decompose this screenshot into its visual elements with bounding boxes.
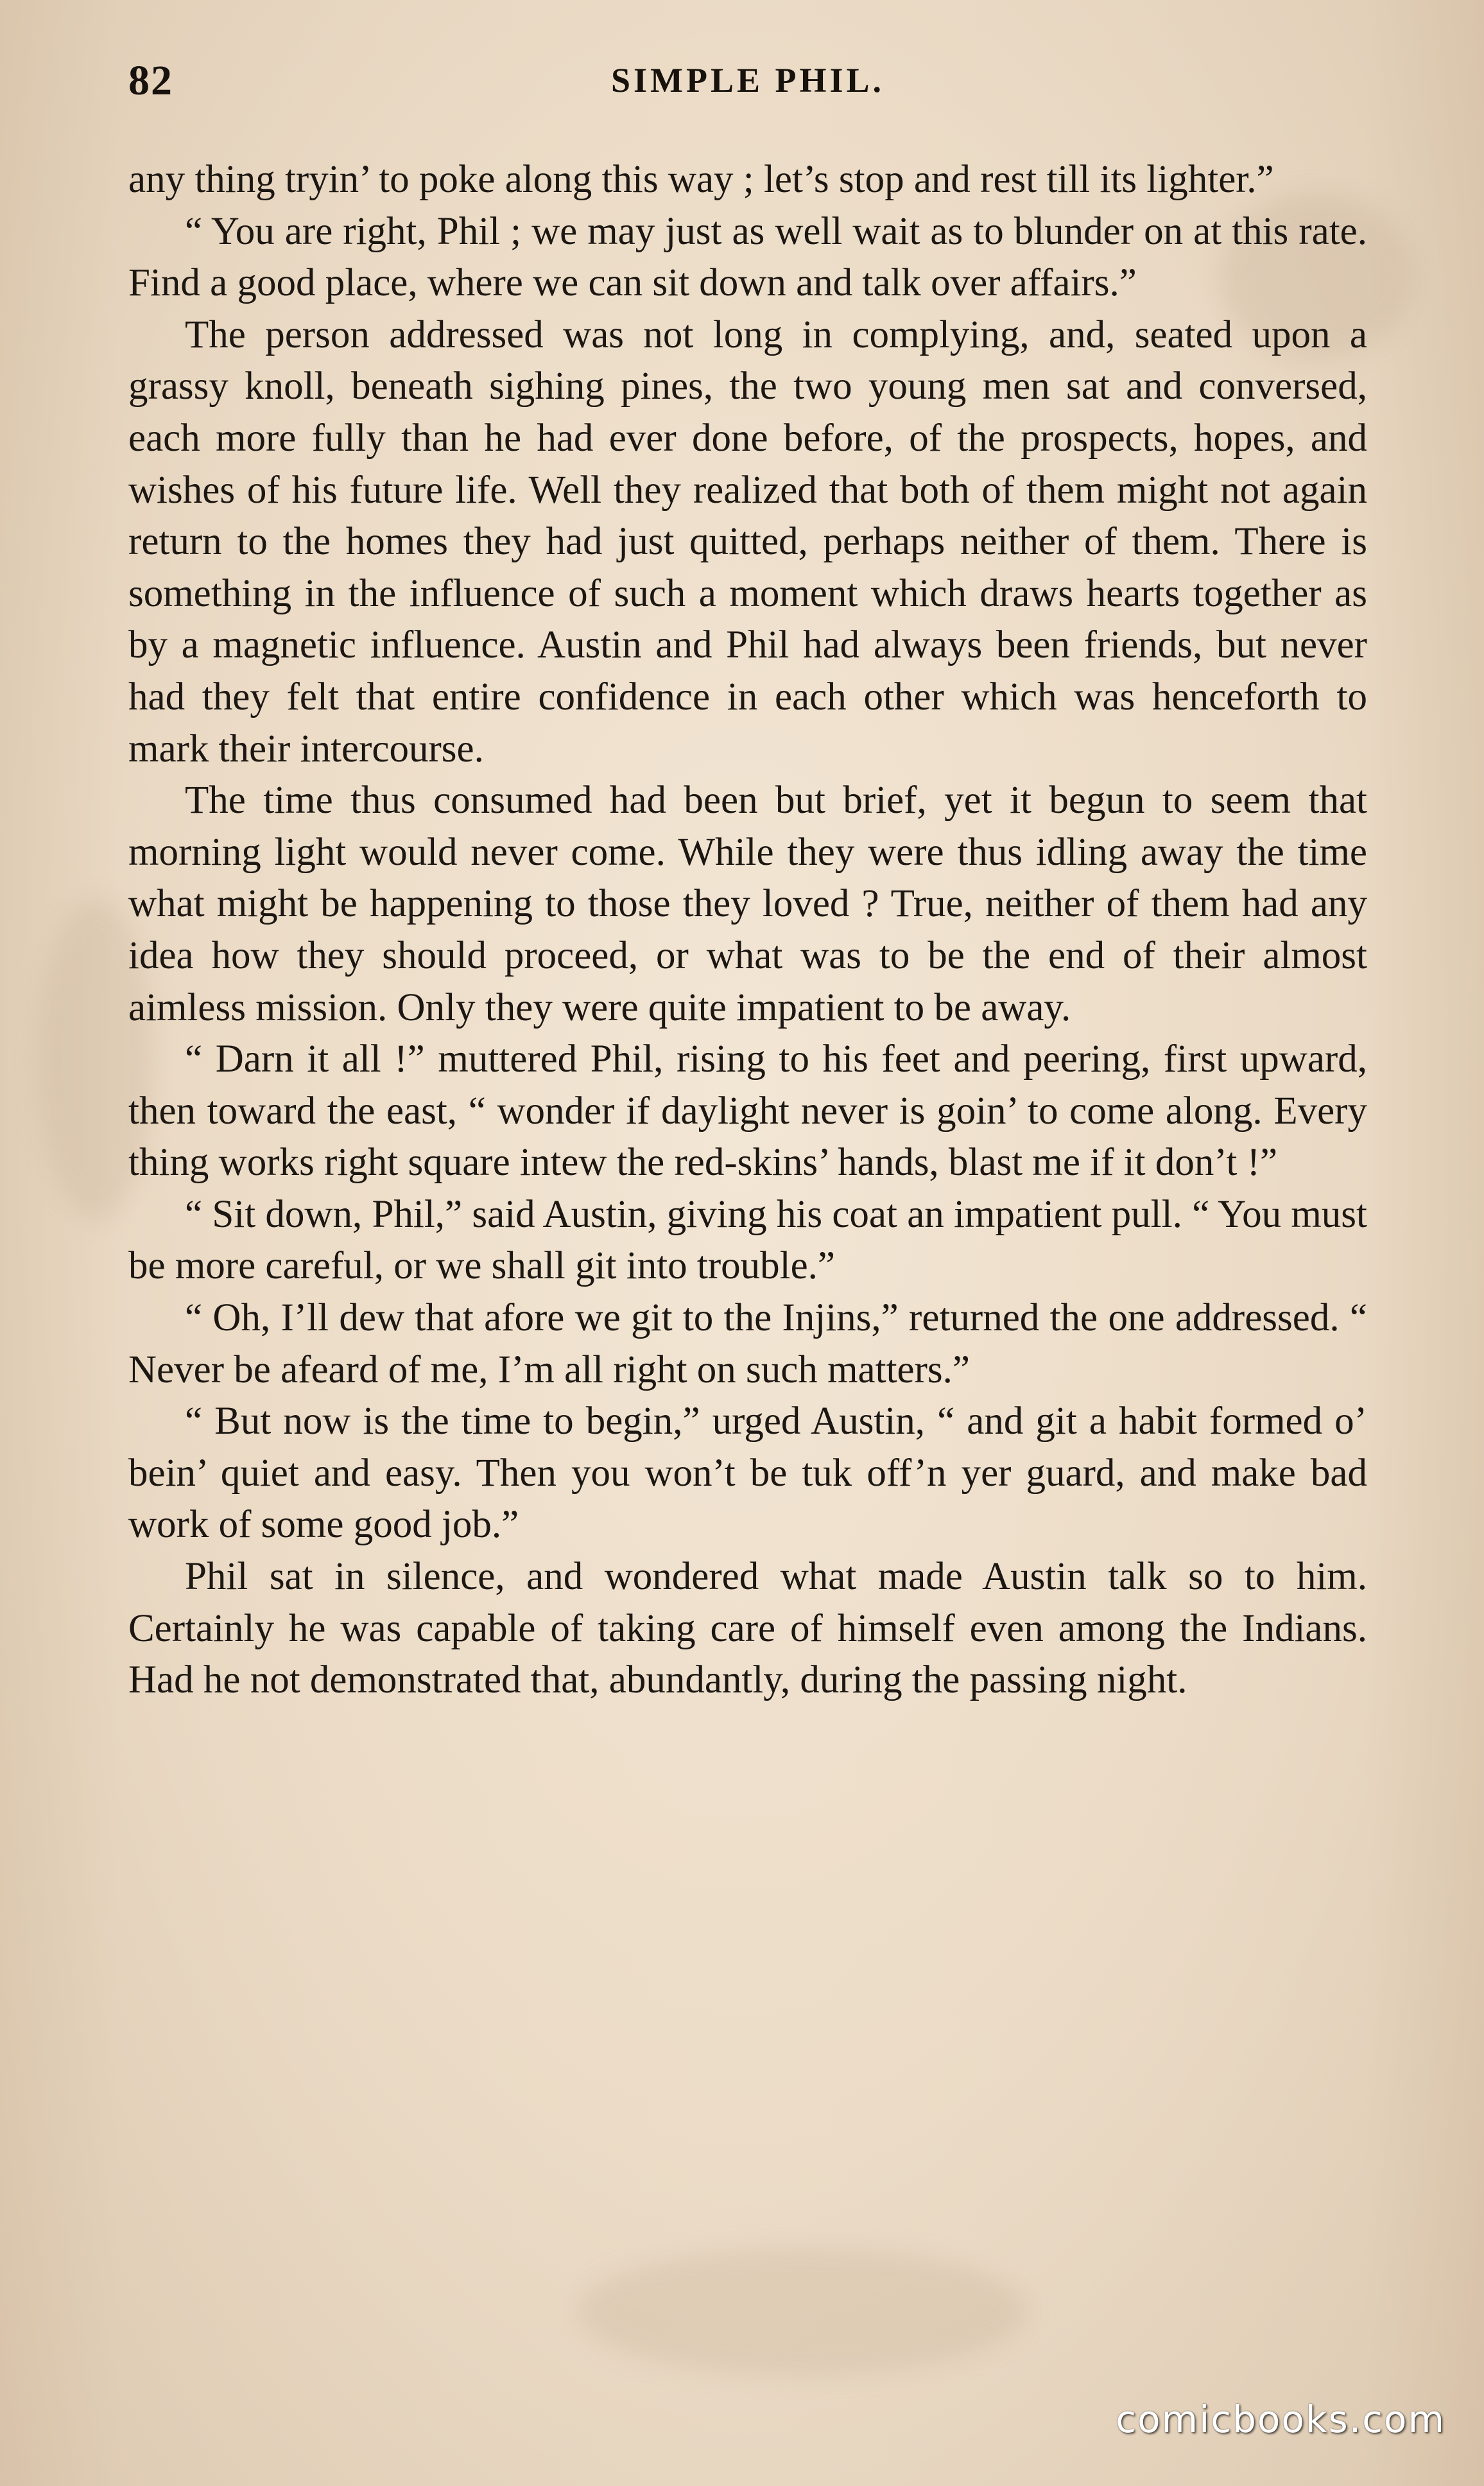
- paragraph: “ You are right, Phil ; we may just as well wait as to blunder on at this rate. Find a good place, where we can sit down and talk over affairs.”: [128, 209, 1367, 305]
- page-header: [128, 56, 1367, 108]
- paragraph: Phil sat in silence, and wondered what made Austin talk so to him. Certainly he was capable of taking care of himself even among the Indians. Had he not demonstrated that, abundantly, during the passing night.: [128, 1555, 1367, 1702]
- paragraph: any thing tryin’ to poke along this way ; let’s stop and rest till its lighter.”: [128, 158, 1274, 201]
- paragraph: The person addressed was not long in complying, and, seated upon a grassy knoll, beneath sighing pines, the two young men sat and conversed, each more fully than he had ever done before, of the prospects, hopes, and wishes of his future life. Well they realized that both of them might not again return to the homes they had just quitted, perhaps neither of them. There is something in the influence of such a moment which draws hearts together as by a magnetic influence. Austin and Phil had always been friends, but never had they felt that entire confidence in each other which was henceforth to mark their intercourse.: [128, 313, 1367, 770]
- paper-stain: [578, 2247, 1027, 2376]
- running-head: SIMPLE PHIL.: [610, 61, 885, 100]
- paragraph: “ Oh, I’ll dew that afore we git to the Injins,” returned the one addressed. “ Never be afeard of me, I’m all right on such matters.”: [128, 1296, 1367, 1391]
- paragraph: “ But now is the time to begin,” urged Austin, “ and git a habit formed o’ bein’ quiet and easy. Then you won’t be tuk off’n yer guard, and make bad work of some good job.”: [128, 1400, 1367, 1547]
- page-number: 82: [128, 57, 173, 104]
- body-text: [128, 154, 1367, 1707]
- paragraph: “ Sit down, Phil,” said Austin, giving his coat an impatient pull. “ You must be more careful, or we shall git into trouble.”: [128, 1192, 1367, 1288]
- paragraph: “ Darn it all !” muttered Phil, rising to his feet and peering, first upward, then toward the east, “ wonder if daylight never is goin’ to come along. Every thing works right square intew the red-skins’ hands, blast me if it don’t !”: [128, 1038, 1367, 1185]
- paragraph: The time thus consumed had been but brief, yet it begun to seem that morning light would never come. While they were thus idling away the time what might be happening to those they loved ? True, neither of them had any idea how they should proceed, or what was to be the end of their almost aimless mission. Only they were quite impatient to be away.: [128, 779, 1367, 1029]
- watermark: comicbooks.com: [1116, 2397, 1445, 2441]
